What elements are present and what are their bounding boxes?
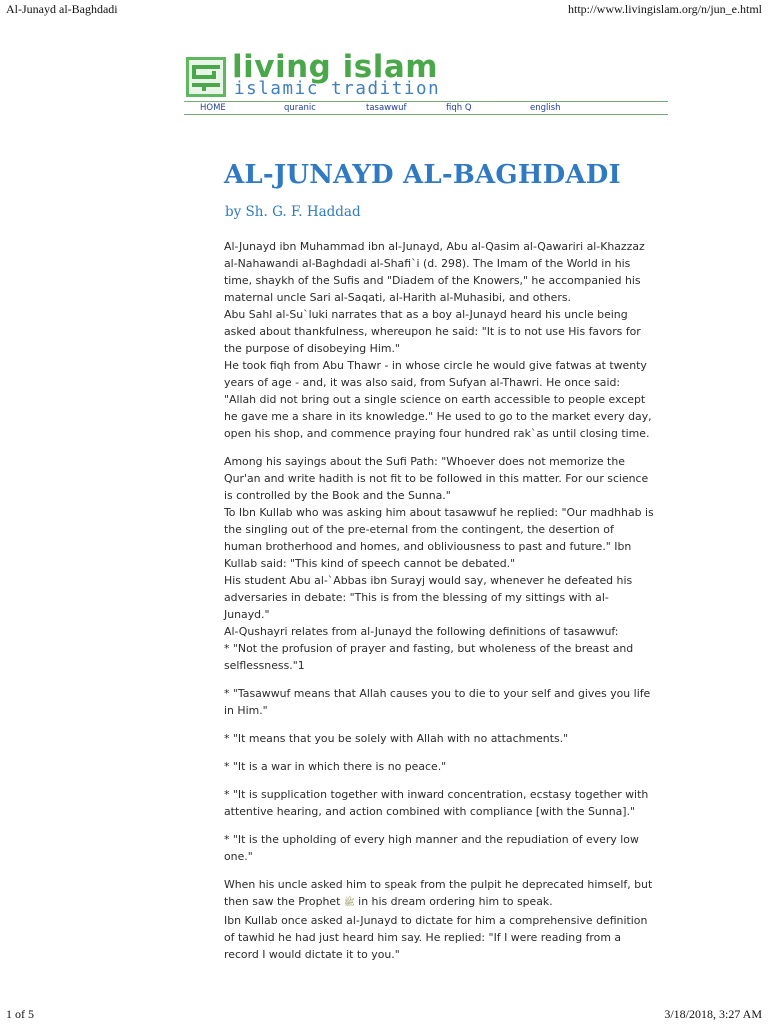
- nav-fiqh-q[interactable]: fiqh Q: [446, 103, 472, 113]
- paragraph-ibn-surayj: His student Abu al-`Abbas ibn Surayj would say, whenever he defeated his adversaries in debate: "This is from the blessing of my sittings with al-Junayd.": [224, 574, 633, 621]
- print-header-title: Al-Junayd al-Baghdadi: [6, 2, 118, 16]
- top-nav: [184, 101, 668, 115]
- paragraph-sufi-path: Among his sayings about the Sufi Path: "Whoever does not memorize the Qur'an and write hadith is not fit to be followed in this matter. For our science is controlled by the Book and the Sunna.": [224, 455, 649, 502]
- paragraph-fiqh: He took fiqh from Abu Thawr - in whose circle he would give fatwas at twenty years of age - and, it was also said, from Sufyan al-Thawri. He once said: "Allah did not bring out a single science on earth accessible to people except he gave me a share in its knowledge." He used to go to the market every day, open his shop, and commence praying four hundred rak`as until closing time.: [224, 359, 652, 440]
- nav-quranic[interactable]: quranic: [284, 103, 316, 113]
- article-title: AL-JUNAYD AL-BAGHDADI: [224, 160, 621, 190]
- paragraph-biography: Al-Junayd ibn Muhammad ibn al-Junayd, Abu al-Qasim al-Qawariri al-Khazzaz al-Nahawandi al-Baghdadi al-Shafi`i (d. 298). The Imam of the World in his time, shaykh of the Sufis and "Diadem of the Knowers," he accompanied his maternal uncle Sari al-Saqati, al-Harith al-Muhasibi, and others.: [224, 240, 645, 304]
- logo-title: living islam: [232, 49, 439, 85]
- pbuh-glyph-icon: ﷺ: [343, 898, 355, 908]
- pulpit-text-end: in his dream ordering him to speak.: [358, 895, 553, 908]
- article-byline: by Sh. G. F. Haddad: [225, 204, 361, 220]
- paragraph-ibn-kullab: To Ibn Kullab who was asking him about tasawwuf he replied: "Our madhhab is the singling out of the pre-eternal from the contingent, the desertion of human brotherhood and homes, and obliviousness to past and future." Ibn Kullab said: "This kind of speech cannot be debated.": [224, 506, 654, 570]
- paragraph-thankfulness: Abu Sahl al-Su`luki narrates that as a boy al-Junayd heard his uncle being asked about thankfulness, whereupon he said: "It is to not use His favors for the purpose of disobeying Him.": [224, 308, 641, 355]
- site-logo[interactable]: [186, 49, 486, 100]
- nav-home[interactable]: HOME: [200, 103, 226, 113]
- nav-english[interactable]: english: [530, 103, 561, 113]
- article-body: [224, 238, 654, 963]
- definition-item: * "It is a war in which there is no peace.": [224, 760, 447, 773]
- paragraph-pulpit: [224, 876, 654, 912]
- paragraph-qushayri: Al-Qushayri relates from al-Junayd the following definitions of tasawwuf:: [224, 625, 619, 638]
- definition-item: * "It is the upholding of every high manner and the repudiation of every low one.": [224, 833, 639, 863]
- logo-subtitle: islamic tradition: [234, 79, 441, 99]
- print-header-url[interactable]: http://www.livingislam.org/n/jun_e.html: [568, 2, 762, 16]
- definition-item: * "Not the profusion of prayer and fasting, but wholeness of the breast and selflessness."1: [224, 642, 634, 672]
- print-footer: [6, 1007, 762, 1022]
- print-header: [6, 2, 762, 17]
- definition-item: * "It means that you be solely with Allah with no attachments.": [224, 732, 569, 745]
- calligraphy-square-icon: [186, 57, 226, 97]
- page-count: 1 of 5: [6, 1007, 34, 1021]
- paragraph-tawhid: Ibn Kullab once asked al-Junayd to dictate for him a comprehensive definition of tawhid he had just heard him say. He replied: "If I were reading from a record I would dictate it to you.": [224, 914, 648, 961]
- print-timestamp: 3/18/2018, 3:27 AM: [664, 1007, 762, 1021]
- definition-item: * "It is supplication together with inward concentration, ecstasy together with attentive hearing, and action combined with compliance [with the Sunna].": [224, 788, 649, 818]
- definition-item: * "Tasawwuf means that Allah causes you to die to your self and gives you life in Him.": [224, 687, 651, 717]
- pulpit-text-start: When his uncle asked him to speak from the pulpit he deprecated himself, but then saw the Prophet: [224, 878, 653, 908]
- nav-tasawwuf[interactable]: tasawwuf: [366, 103, 407, 113]
